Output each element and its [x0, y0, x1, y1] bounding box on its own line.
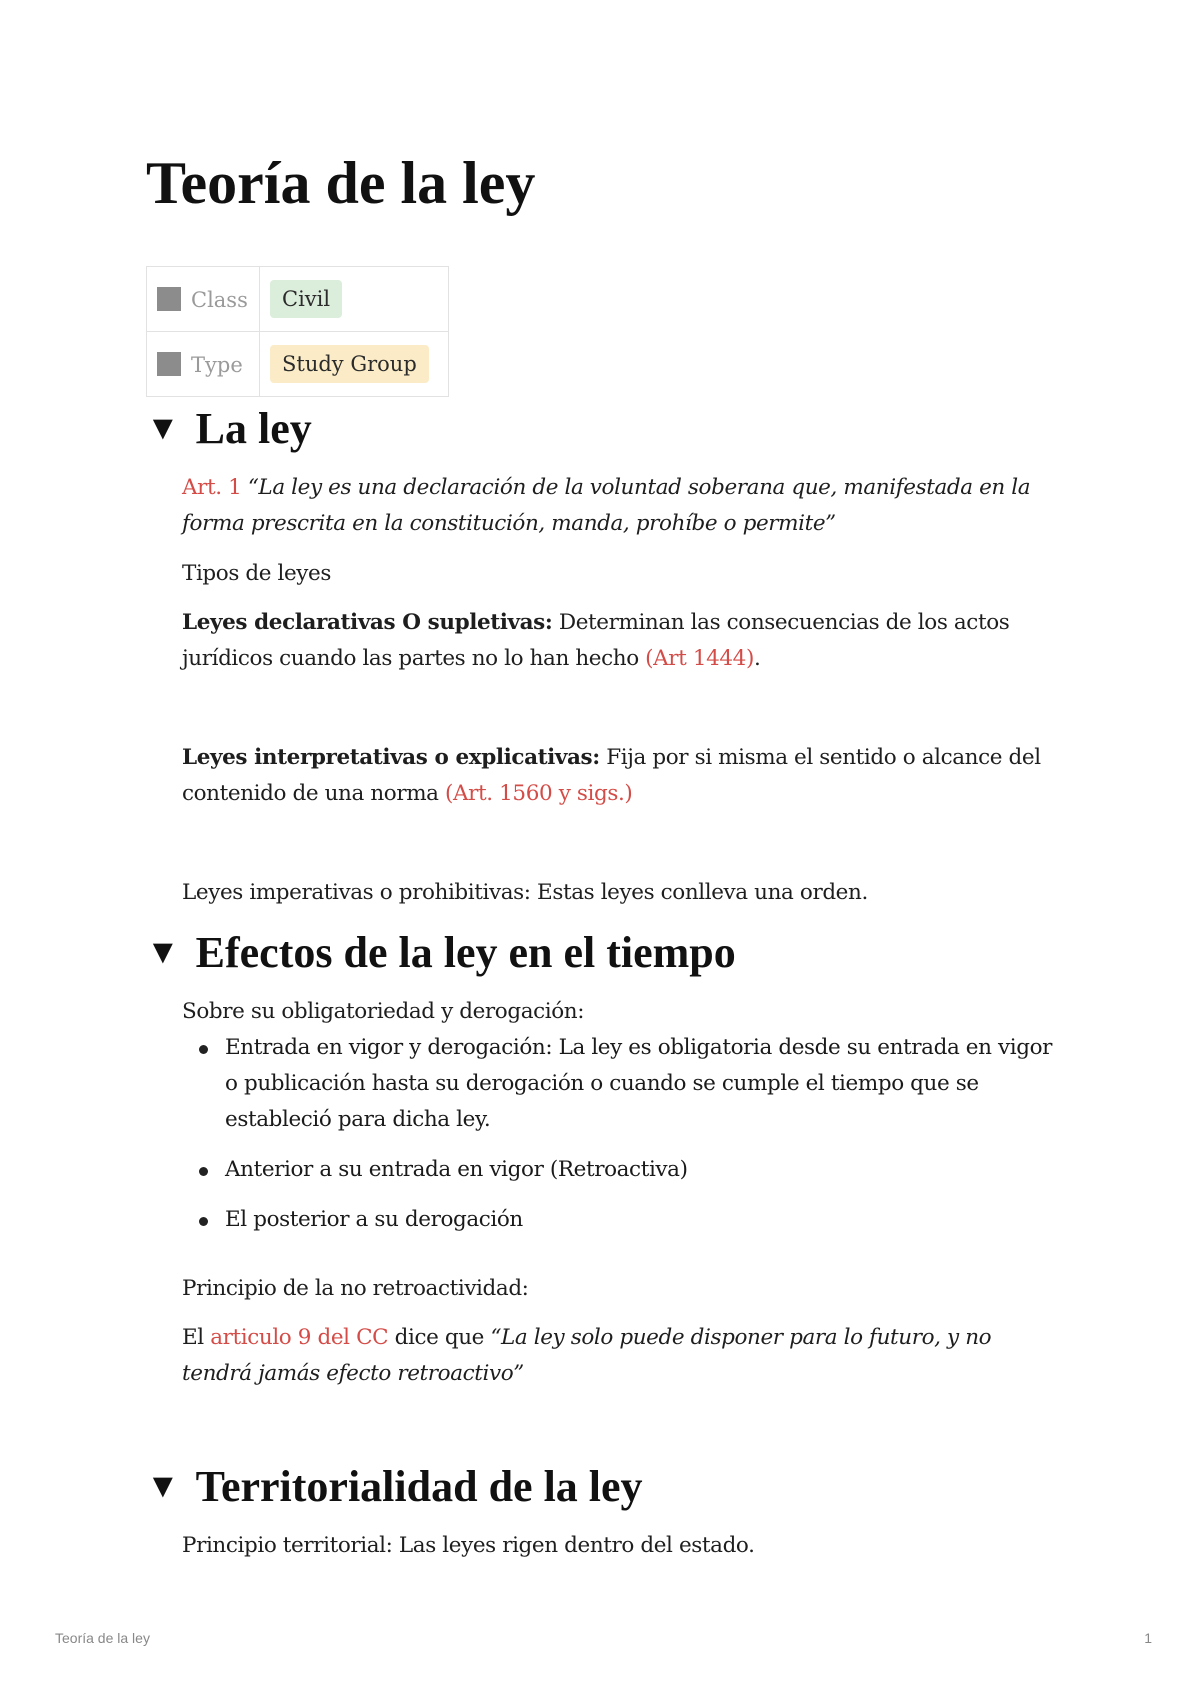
list-item: Entrada en vigor y derogación: La ley es obligatoria desde su entrada en vigor o publicación hasta su derogación o cuando se cumple el tiempo que se estableció para dicha ley. [182, 1030, 1062, 1138]
property-icon [157, 352, 181, 376]
footer-title: Teoría de la ley [55, 1630, 150, 1646]
quote: “La ley solo puede disponer para lo futuro, y no tendrá jamás efecto retroactivo” [182, 1325, 992, 1386]
art9-paragraph: El articulo 9 del CC dice que “La ley solo puede disponer para lo futuro, y no tendrá jamás efecto retroactivo” [182, 1325, 992, 1386]
declarativas-paragraph: Leyes declarativas O supletivas: Determinan las consecuencias de los actos jurídicos cuando las partes no lo han hecho (Art 1444). [182, 610, 1010, 671]
property-row-type [147, 332, 449, 397]
property-value[interactable] [260, 267, 449, 332]
interpretativas-paragraph: Leyes interpretativas o explicativas: Fija por si misma el sentido o alcance del contenido de una norma (Art. 1560 y sigs.) [182, 745, 1041, 806]
property-row-class [147, 267, 449, 332]
bullet-list [182, 1030, 1062, 1252]
article-reference: (Art. 1560 y sigs.) [445, 781, 633, 806]
tipos-paragraph: Tipos de leyes [182, 561, 332, 586]
imperativas-paragraph: Leyes imperativas o prohibitivas: Estas leyes conlleva una orden. [182, 880, 868, 905]
toggle-heading-territorialidad[interactable]: ▼ Territorialidad de la ley [146, 1460, 643, 1514]
article-link[interactable]: articulo 9 del CC [210, 1325, 389, 1350]
quote: “La ley es una declaración de la voluntad soberana que, manifestada en la forma prescrita en la constitución, manda, prohíbe o permite” [182, 475, 1031, 536]
toggle-heading-la-ley[interactable]: ▼ La ley [146, 402, 312, 456]
property-value[interactable] [260, 332, 449, 397]
list-item: Anterior a su entrada en vigor (Retroactiva) [182, 1152, 1062, 1188]
bullet-icon [199, 1045, 208, 1054]
triangle-down-icon[interactable]: ▼ [146, 410, 180, 447]
triangle-down-icon[interactable]: ▼ [146, 1468, 180, 1505]
article-reference: (Art 1444) [645, 646, 754, 671]
type-tag[interactable]: Study Group [270, 345, 429, 383]
art1-paragraph [182, 470, 1062, 542]
obligatoriedad-paragraph: Sobre su obligatoriedad y derogación: [182, 999, 585, 1024]
properties-table [146, 266, 449, 397]
page-title: Teoría de la ley [146, 150, 536, 216]
territorial-paragraph: Principio territorial: Las leyes rigen dentro del estado. [182, 1533, 755, 1558]
property-icon [157, 287, 181, 311]
class-tag[interactable]: Civil [270, 280, 342, 318]
triangle-down-icon[interactable]: ▼ [146, 934, 180, 971]
bullet-icon [199, 1217, 208, 1226]
bullet-icon [199, 1167, 208, 1176]
property-key: Class [147, 267, 260, 332]
toggle-heading-efectos[interactable]: ▼ Efectos de la ley en el tiempo [146, 926, 736, 980]
page-number: 1 [1144, 1630, 1152, 1646]
list-item: El posterior a su derogación [182, 1202, 1062, 1238]
property-key: Type [147, 332, 260, 397]
article-reference: Art. 1 [182, 475, 242, 500]
principio-paragraph: Principio de la no retroactividad: [182, 1276, 529, 1301]
